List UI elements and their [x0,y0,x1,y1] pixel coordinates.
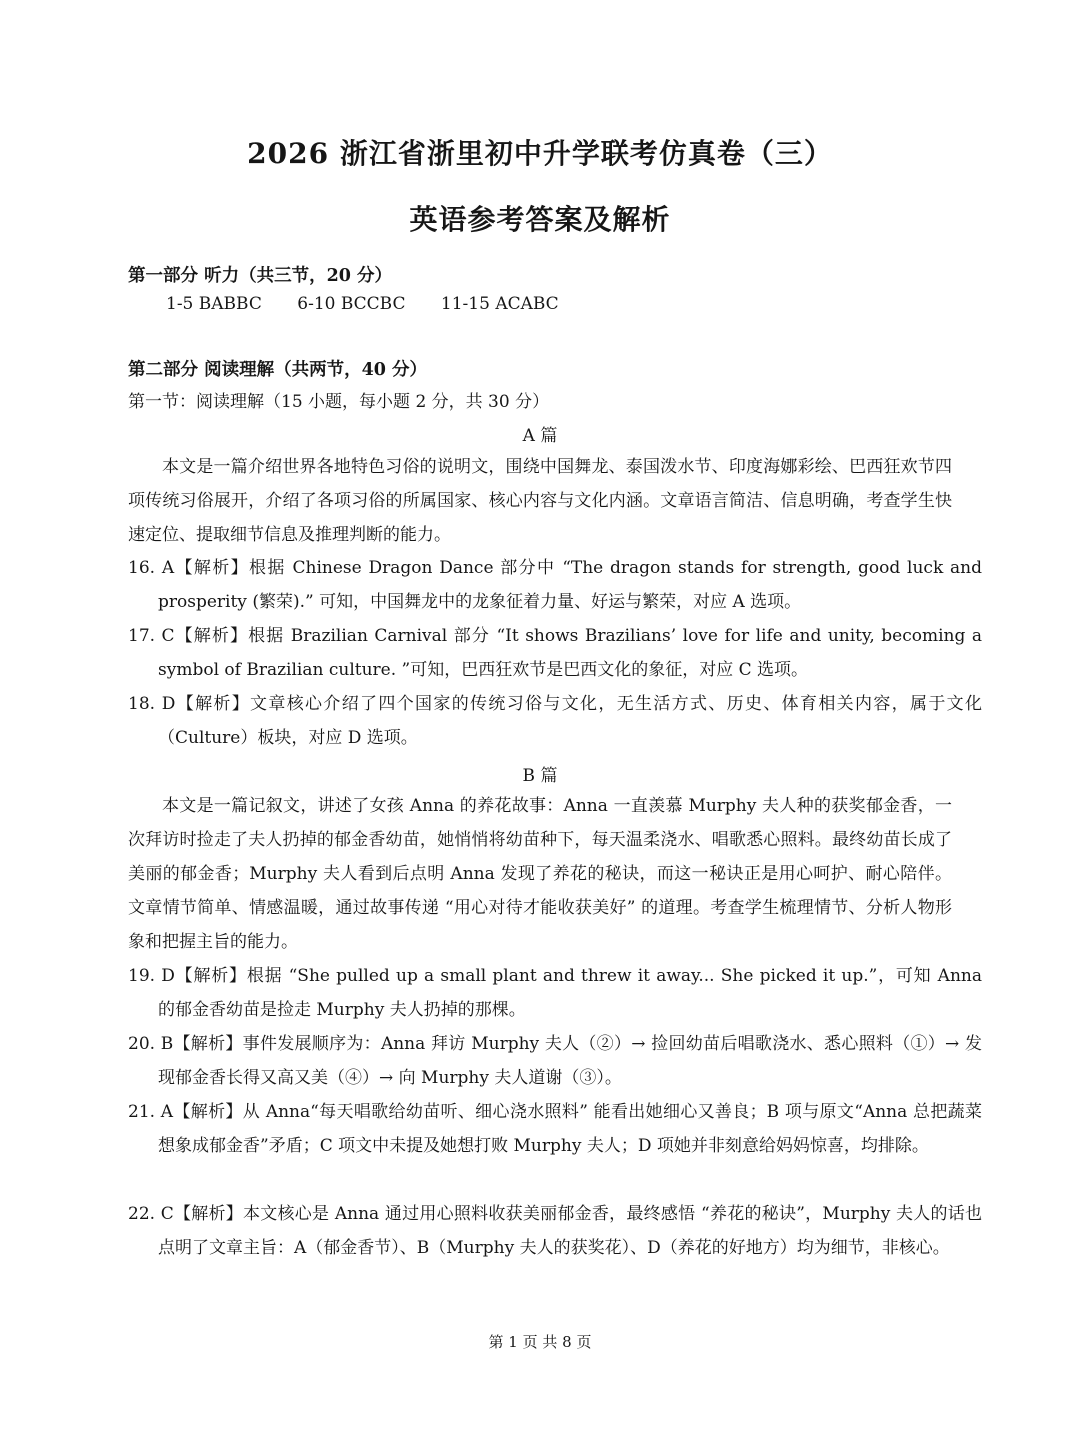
summary-text: 本文是一篇记叙文，讲述了女孩 Anna 的养花故事：Anna 一直羡慕 Murphy 夫人种的获奖郁金香，一次拜访时捡走了夫人扔掉的郁金香幼苗，她悄悄将幼苗种下，每天温柔浇水、唱歌悉心照料。最终幼苗长成了美丽的郁金香；Murphy 夫人看到后点明 Anna 发现了养花的秘诀，而这一秘诀正是用心呵护、耐心陪伴。文章情节简单、情感温暖，通过故事传递 “用心对待才能收获美好” 的道理。考查学生梳理情节、分析人物形象和把握主旨的能力。 [128,796,952,952]
page-footer: 第 1 页 共 8 页 [488,1333,592,1351]
part2-heading: 第二部分 阅读理解（共两节，40 分） [128,360,428,380]
answer-group: 11-15 ACABC [440,294,559,314]
question-19: 19. D【解析】根据 “She pulled up a small plant and threw it away... She picked it up.”，可知 Anna 的郁金香幼苗是捡走 Murphy 夫人扔掉的那棵。 [128,966,982,1020]
page-title: 2026 浙江省浙里初中升学联考仿真卷（三） [247,137,833,170]
question-18: 18. D【解析】文章核心介绍了四个国家的传统习俗与文化，无生活方式、历史、体育相关内容，属于文化（Culture）板块，对应 D 选项。 [128,694,982,748]
page-subtitle: 英语参考答案及解析 [409,203,671,236]
answer-group: 6-10 BCCBC [297,294,406,314]
passage-b-label: B 篇 [522,766,558,786]
question-20: 20. B【解析】事件发展顺序为：Anna 拜访 Murphy 夫人（②）→ 捡回幼苗后唱歌浇水、悉心照料（①）→ 发现郁金香长得又高又美（④）→ 向 Murphy 夫人道谢（③）。 [128,1034,982,1088]
question-22: 22. C【解析】本文核心是 Anna 通过用心照料收获美丽郁金香，最终感悟 “养花的秘诀”，Murphy 夫人的话也点明了文章主旨：A（郁金香节）、B（Murphy 夫人的获奖花）、D（养花的好地方）均为细节，非核心。 [128,1204,982,1258]
question-16: 16. A【解析】根据 Chinese Dragon Dance 部分中 “The dragon stands for strength, good luck and prosperity (繁荣).” 可知，中国舞龙中的龙象征着力量、好运与繁荣，对应 A 选项。 [128,558,982,612]
answer-group: 1-5 BABBC [166,294,262,314]
passage-a-summary [128,450,952,552]
question-21: 21. A【解析】从 Anna“每天唱歌给幼苗听、细心浇水照料” 能看出她细心又善良；B 项与原文“Anna 总把蔬菜想象成郁金香”矛盾；C 项文中未提及她想打败 Murphy 夫人；D 项她并非刻意给妈妈惊喜，均排除。 [128,1102,982,1156]
question-17: 17. C【解析】根据 Brazilian Carnival 部分 “It shows Brazilians’ love for life and unity, becoming a symbol of Brazilian culture. ”可知，巴西狂欢节是巴西文化的象征，对应 C 选项。 [128,626,982,680]
listening-answers [166,294,946,314]
part1-heading: 第一部分 听力（共三节，20 分） [128,266,393,286]
passage-a-label: A 篇 [522,426,558,446]
passage-b-summary [128,789,952,959]
summary-text: 本文是一篇介绍世界各地特色习俗的说明文，围绕中国舞龙、泰国泼水节、印度海娜彩绘、巴西狂欢节四项传统习俗展开，介绍了各项习俗的所属国家、核心内容与文化内涵。文章语言简洁、信息明确，考查学生快速定位、提取细节信息及推理判断的能力。 [128,457,952,545]
section1-heading: 第一节：阅读理解（15 小题，每小题 2 分，共 30 分） [128,392,550,412]
